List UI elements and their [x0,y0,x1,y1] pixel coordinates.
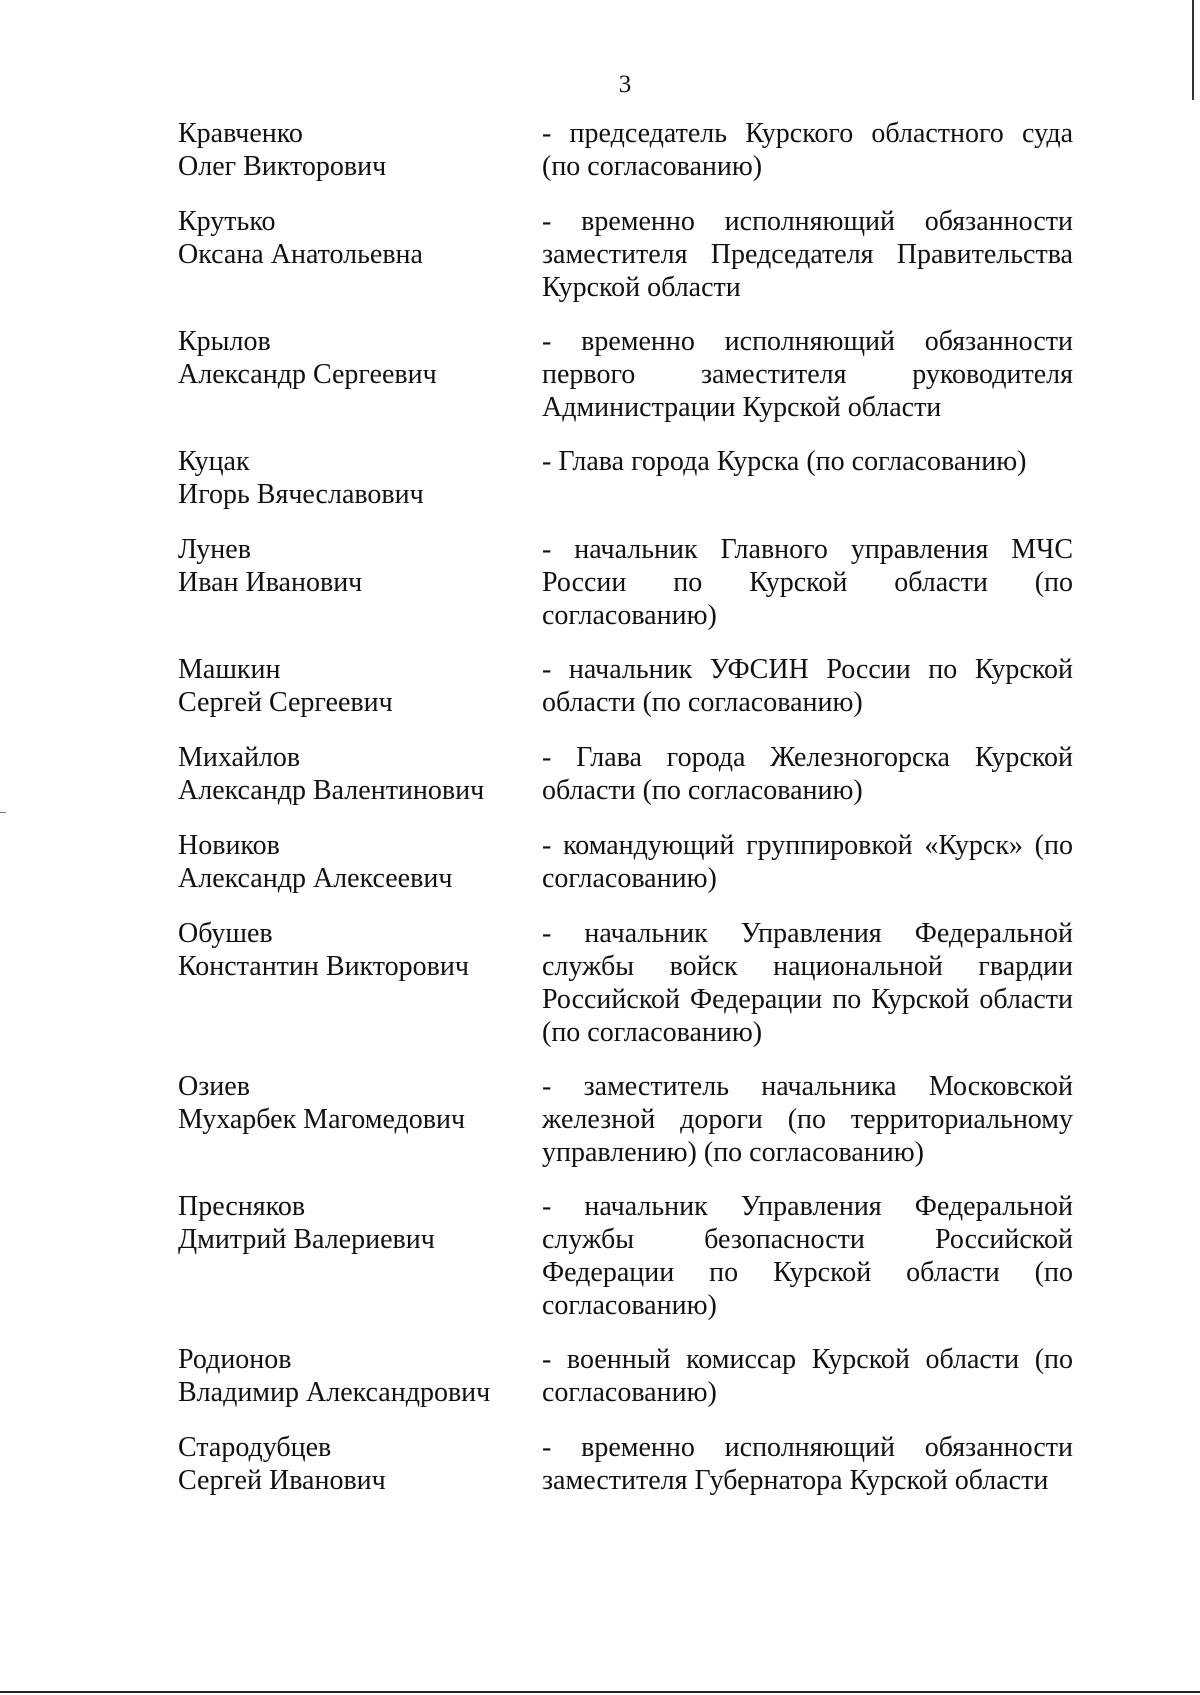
member-surname: Машкин [178,654,281,685]
member-given-names: Александр Алексеевич [178,863,453,894]
member-surname: Обушев [178,918,273,949]
member-given-names: Александр Валентинович [178,775,485,806]
member-role: - начальник Управления Федеральной службы безопасности Российской Федерации по Курской области (по согласованию) [542,1191,1073,1321]
member-name [178,1431,518,1497]
member-role: - начальник Управления Федеральной службы войск национальной гвардии Российской Федерации по Курской области (по согласованию) [542,918,1073,1048]
member-role: - начальник Главного управления МЧС России по Курской области (по согласованию) [542,534,1073,631]
page-number: 3 [618,71,632,98]
member-surname: Родионов [178,1344,292,1375]
member-role: - временно исполняющий обязанности заместителя Председателя Правительства Курской области [542,206,1073,303]
member-role: - военный комиссар Курской области (по согласованию) [542,1344,1073,1408]
member-name [178,829,518,895]
member-role: - председатель Курского областного суда (по согласованию) [542,118,1073,182]
member-name [178,1343,518,1409]
member-given-names: Оксана Анатольевна [178,239,423,270]
member-name [178,445,518,511]
member-given-names: Александр Сергеевич [178,359,437,390]
member-given-names: Константин Викторович [178,951,469,982]
member-surname: Лунев [178,534,251,565]
member-role: - временно исполняющий обязанности первого заместителя руководителя Администрации Курской области [542,326,1073,423]
member-given-names: Сергей Иванович [178,1465,386,1496]
member-given-names: Иван Иванович [178,567,363,598]
member-surname: Крылов [178,326,271,357]
member-given-names: Дмитрий Валериевич [178,1224,435,1255]
member-name [178,117,518,183]
member-given-names: Сергей Сергеевич [178,687,393,718]
member-name [178,1190,518,1256]
member-surname: Михайлов [178,742,301,773]
member-name [178,653,518,719]
member-role: - временно исполняющий обязанности заместителя Губернатора Курской области [542,1432,1073,1496]
member-surname: Озиев [178,1071,250,1102]
member-role: - заместитель начальника Московской железной дороги (по территориальному управлению) (по согласованию) [542,1071,1073,1168]
member-given-names: Олег Викторович [178,151,387,182]
member-role: - командующий группировкой «Курск» (по согласованию) [542,830,1073,894]
member-role: - начальник УФСИН России по Курской области (по согласованию) [542,654,1073,718]
member-name [178,917,518,983]
member-surname: Кравченко [178,118,303,149]
member-surname: Крутько [178,206,276,237]
member-name [178,205,518,271]
scan-edge-line [1192,0,1194,100]
member-role: - Глава города Курска (по согласованию) [542,446,1027,477]
member-surname: Пресняков [178,1191,306,1222]
member-given-names: Владимир Александрович [178,1377,491,1408]
member-surname: Стародубцев [178,1432,332,1463]
member-name [178,325,518,391]
member-name [178,533,518,599]
member-name [178,1070,518,1136]
scan-bottom-edge [0,1691,1200,1693]
member-name [178,741,518,807]
member-surname: Новиков [178,830,280,861]
member-role: - Глава города Железногорска Курской области (по согласованию) [542,742,1073,806]
scan-edge-mark [0,812,6,813]
member-given-names: Игорь Вячеславович [178,479,424,510]
member-given-names: Мухарбек Магомедович [178,1104,466,1135]
member-surname: Куцак [178,446,250,477]
